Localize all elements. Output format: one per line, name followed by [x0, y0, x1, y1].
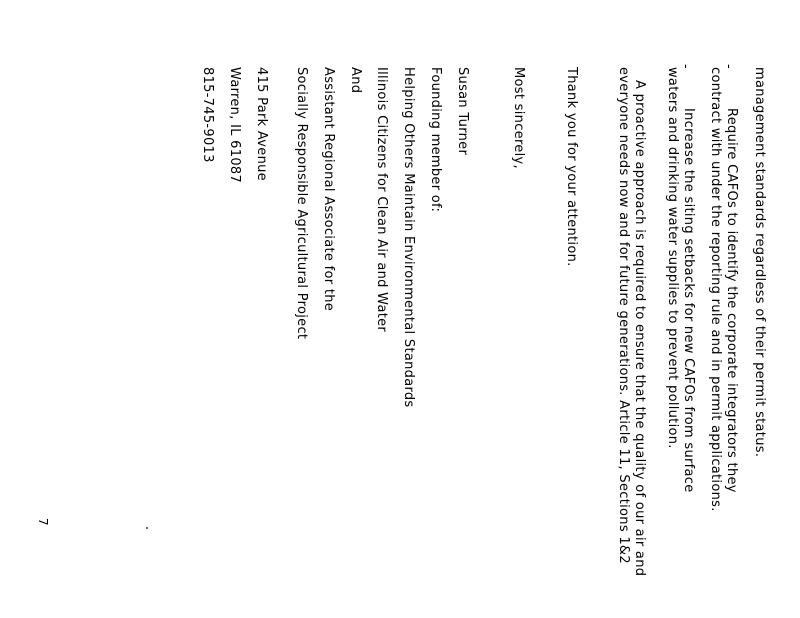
- thanks-line: Thank you for your attention.: [564, 67, 579, 267]
- bullet-text-line: Increase the siting setbacks for new CAFOs from surface: [681, 108, 696, 493]
- proactive-paragraph-line: everyone needs now and for future generations. Article 11, Sections 1&2: [616, 67, 631, 564]
- signature-address: 415 Park Avenue: [254, 67, 269, 181]
- signature-conjunction: And: [348, 67, 363, 94]
- bullet-text-line: contract with under the reporting rule and in permit applications.: [708, 67, 723, 512]
- signature-title: Assistant Regional Associate for the: [321, 67, 336, 312]
- signature-name: Susan Turner: [455, 67, 470, 156]
- paragraph-tail: management standards regardless of their permit status.: [752, 67, 767, 458]
- bullet-marker: -: [721, 64, 736, 69]
- bullet-marker: -: [678, 64, 693, 69]
- signature-org: Helping Others Maintain Environmental Standards: [401, 67, 416, 408]
- signature-org: Illinois Citizens for Clean Air and Water: [374, 67, 389, 333]
- page-number: 7: [36, 518, 50, 526]
- signature-city: Warren, IL 61087: [227, 67, 242, 184]
- closing-line: Most sincerely,: [511, 67, 526, 169]
- proactive-paragraph-line: A proactive approach is required to ensure that the quality of our air and: [632, 80, 647, 577]
- signature-phone: 815-745-9013: [200, 67, 215, 163]
- bullet-text-line: Require CAFOs to identify the corporate integrators they: [724, 108, 739, 493]
- scan-speck: [146, 527, 148, 529]
- signature-title: Socially Responsible Agricultural Project: [294, 67, 309, 340]
- signature-role: Founding member of:: [428, 67, 443, 213]
- bullet-text-line: waters and drinking water supplies to prevent pollution.: [665, 67, 680, 449]
